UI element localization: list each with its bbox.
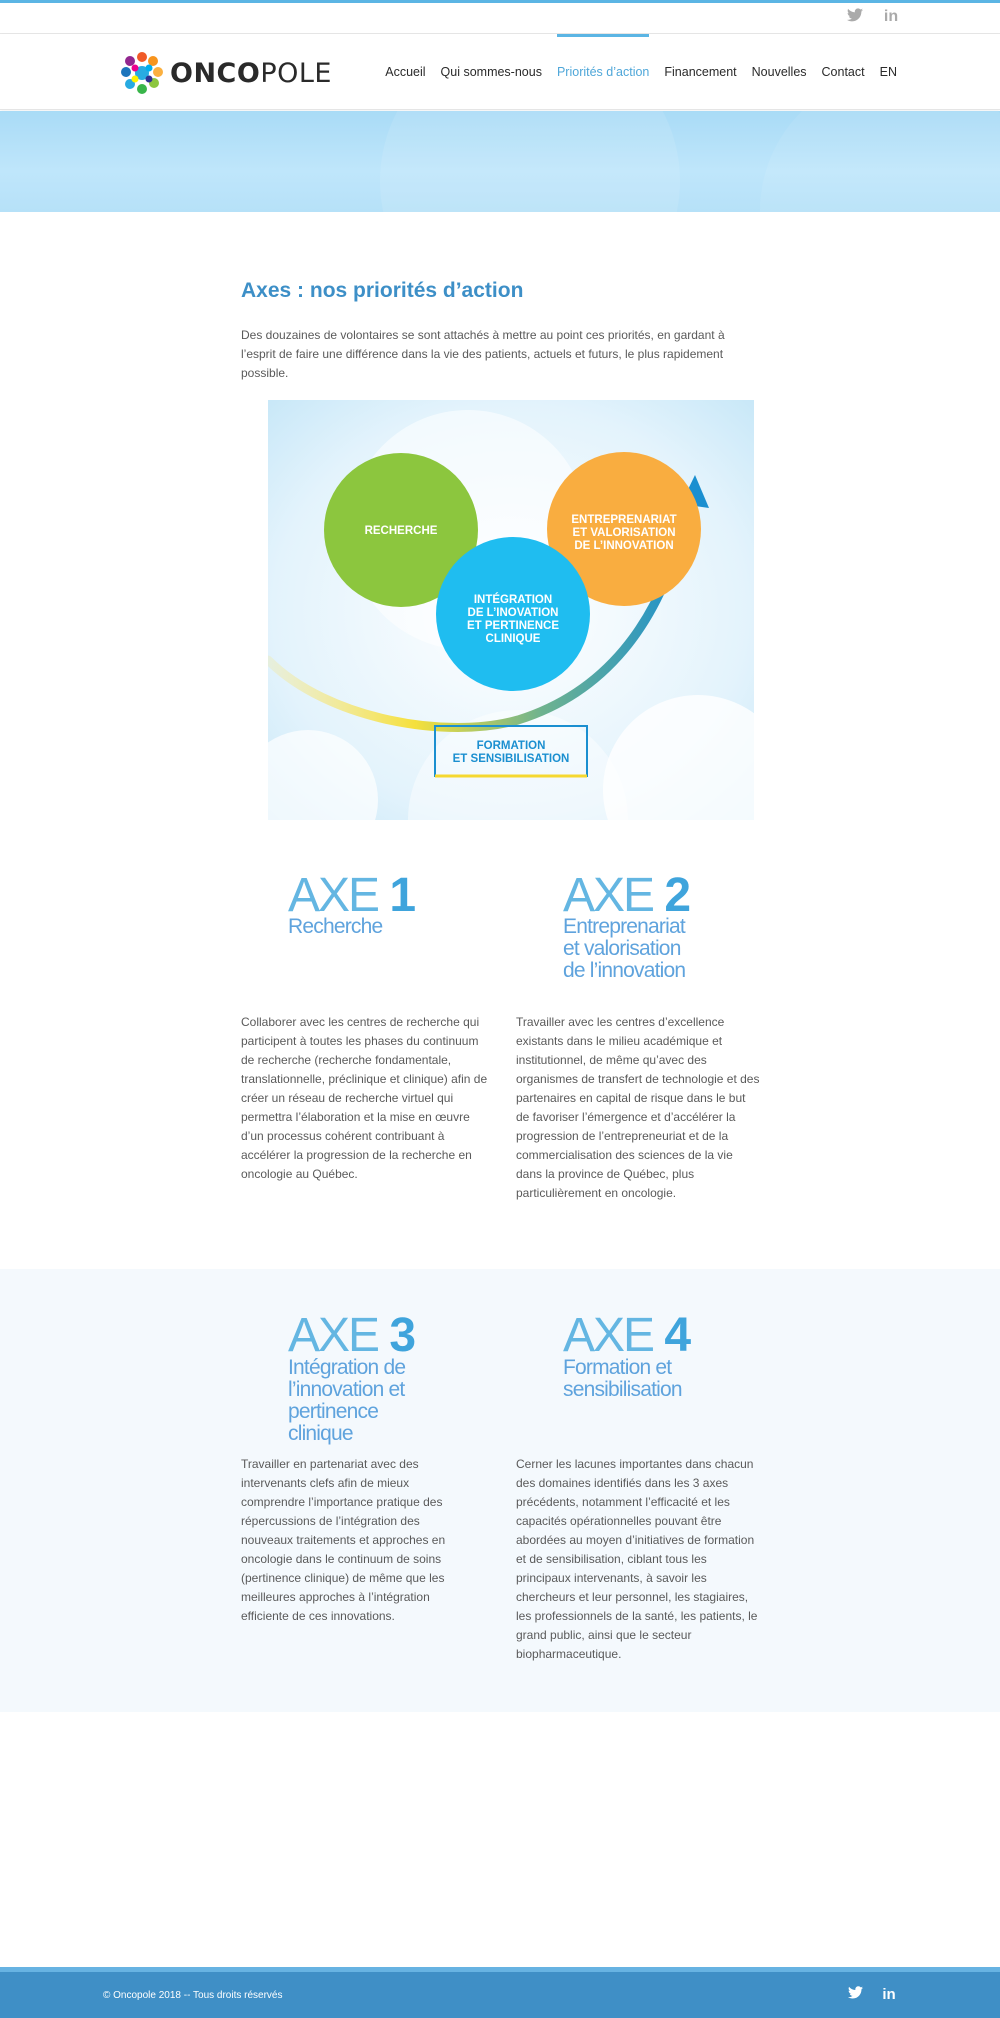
axe-1-heading: AXE 1 — [288, 869, 417, 922]
axe-4-heading: AXE 4 — [563, 1309, 692, 1362]
main-nav — [370, 34, 897, 110]
axe-3-heading: AXE 3 — [288, 1309, 417, 1362]
axe-4-text: Cerner les lacunes importantes dans chacun des domaines identifiés dans les 3 axes précédents, notamment l’efficacité et les capacités opérationnelles pouvant être abordées au moyen d’initiatives de formation et de sensibilisation, ciblant tous les principaux intervenants, à savoir les chercheurs et leur personnel, les stagiaires, les professionnels de la santé, les patients, le grand public, ainsi que le secteur biopharmaceutique. — [516, 1457, 758, 1661]
diagram-label-recherche: RECHERCHE — [364, 525, 438, 537]
hero-banner — [0, 111, 1000, 212]
axe-2-heading: AXE 2 — [563, 869, 692, 922]
linkedin-icon[interactable]: in — [883, 8, 899, 25]
nav-qui-sommes-nous[interactable]: Qui sommes-nous — [440, 65, 542, 79]
oncopole-logo-icon — [120, 51, 164, 95]
footer-copyright: © Oncopole 2018 -- Tous droits réservés — [103, 1990, 283, 2001]
diagram-label-entrepreneuriat-3: DE L’INNOVATION — [574, 540, 674, 552]
site-footer — [0, 1967, 1000, 2018]
diagram-label-formation-1: FORMATION — [476, 740, 546, 752]
header-social-links — [846, 8, 900, 26]
priorities-diagram — [268, 400, 754, 820]
footer-social-links — [846, 1986, 898, 2003]
nav-language-en[interactable]: EN — [879, 65, 897, 79]
axe-3-subtitle: Intégration de l’innovation et pertinence clinique — [288, 1356, 406, 1445]
site-header — [0, 34, 1000, 110]
axe-3-text: Travailler en partenariat avec des intervenants clefs afin de mieux comprendre l’importance pratique des répercussions de l’intégration des nouveaux traitements et approches en oncologie dans le continuum de soins (pertinence clinique) de même que les meilleures approches à l’intégration efficiente de ces innovations. — [241, 1457, 446, 1623]
axe-2-text: Travailler avec les centres d’excellence existants dans le milieu académique et institutionnel, de même qu’avec des organismes de transfert de technologie et des partenaires en capital de risque dans le but de favoriser l’émergence et d’accélérer la progression de l’entrepreneuriat et de la commercialisation des sciences de la vie dans la province de Québec, plus particulièrement en oncologie. — [516, 1015, 760, 1200]
page-title: Axes : nos priorités d’action — [241, 279, 524, 302]
nav-contact[interactable]: Contact — [821, 65, 865, 79]
diagram-label-integration-2: DE L’INOVATION — [467, 607, 559, 619]
axe-4-subtitle: Formation et sensibilisation — [563, 1356, 682, 1401]
diagram-label-integration-4: CLINIQUE — [485, 633, 541, 645]
diagram-label-integration-1: INTÉGRATION — [473, 594, 553, 606]
diagram-label-entrepreneuriat-2: ET VALORISATION — [572, 527, 676, 539]
top-accent-bar — [0, 0, 1000, 3]
nav-priorites-action[interactable]: Priorités d’action — [557, 34, 649, 110]
nav-nouvelles[interactable]: Nouvelles — [751, 65, 807, 79]
axe-1-text: Collaborer avec les centres de recherche qui participent à toutes les phases du continuum de recherche (recherche fondamentale, translationnelle, préclinique et clinique) afin de créer un réseau de recherche virtuel qui permettra l’élaboration et la mise en œuvre d’un processus cohérent contribuant à accélérer la progression de la recherche en oncologie au Québec. — [241, 1015, 488, 1181]
nav-accueil[interactable]: Accueil — [385, 65, 426, 79]
axe-2-subtitle: Entreprenariat et valorisation de l’innovation — [563, 915, 686, 982]
nav-financement[interactable]: Financement — [664, 65, 737, 79]
diagram-label-formation-2: ET SENSIBILISATION — [452, 753, 570, 765]
footer-linkedin-icon[interactable]: in — [882, 1986, 896, 2003]
diagram-label-entrepreneuriat-1: ENTREPRENARIAT — [571, 514, 677, 526]
axe-1-subtitle: Recherche — [288, 915, 383, 938]
logo-wordmark: ONCOPOLE — [170, 57, 332, 89]
diagram-label-integration-3: ET PERTINENCE — [466, 620, 560, 632]
twitter-icon[interactable] — [846, 8, 864, 26]
page-intro: Des douzaines de volontaires se sont attachés à mettre au point ces priorités, en gardant à l’esprit de faire une différence dans la vie des patients, actuels et futurs, le plus rapidement possible. — [241, 328, 725, 380]
footer-twitter-icon[interactable] — [846, 1986, 864, 2003]
axes-band-background — [0, 1269, 1000, 1712]
site-logo[interactable] — [120, 51, 332, 95]
